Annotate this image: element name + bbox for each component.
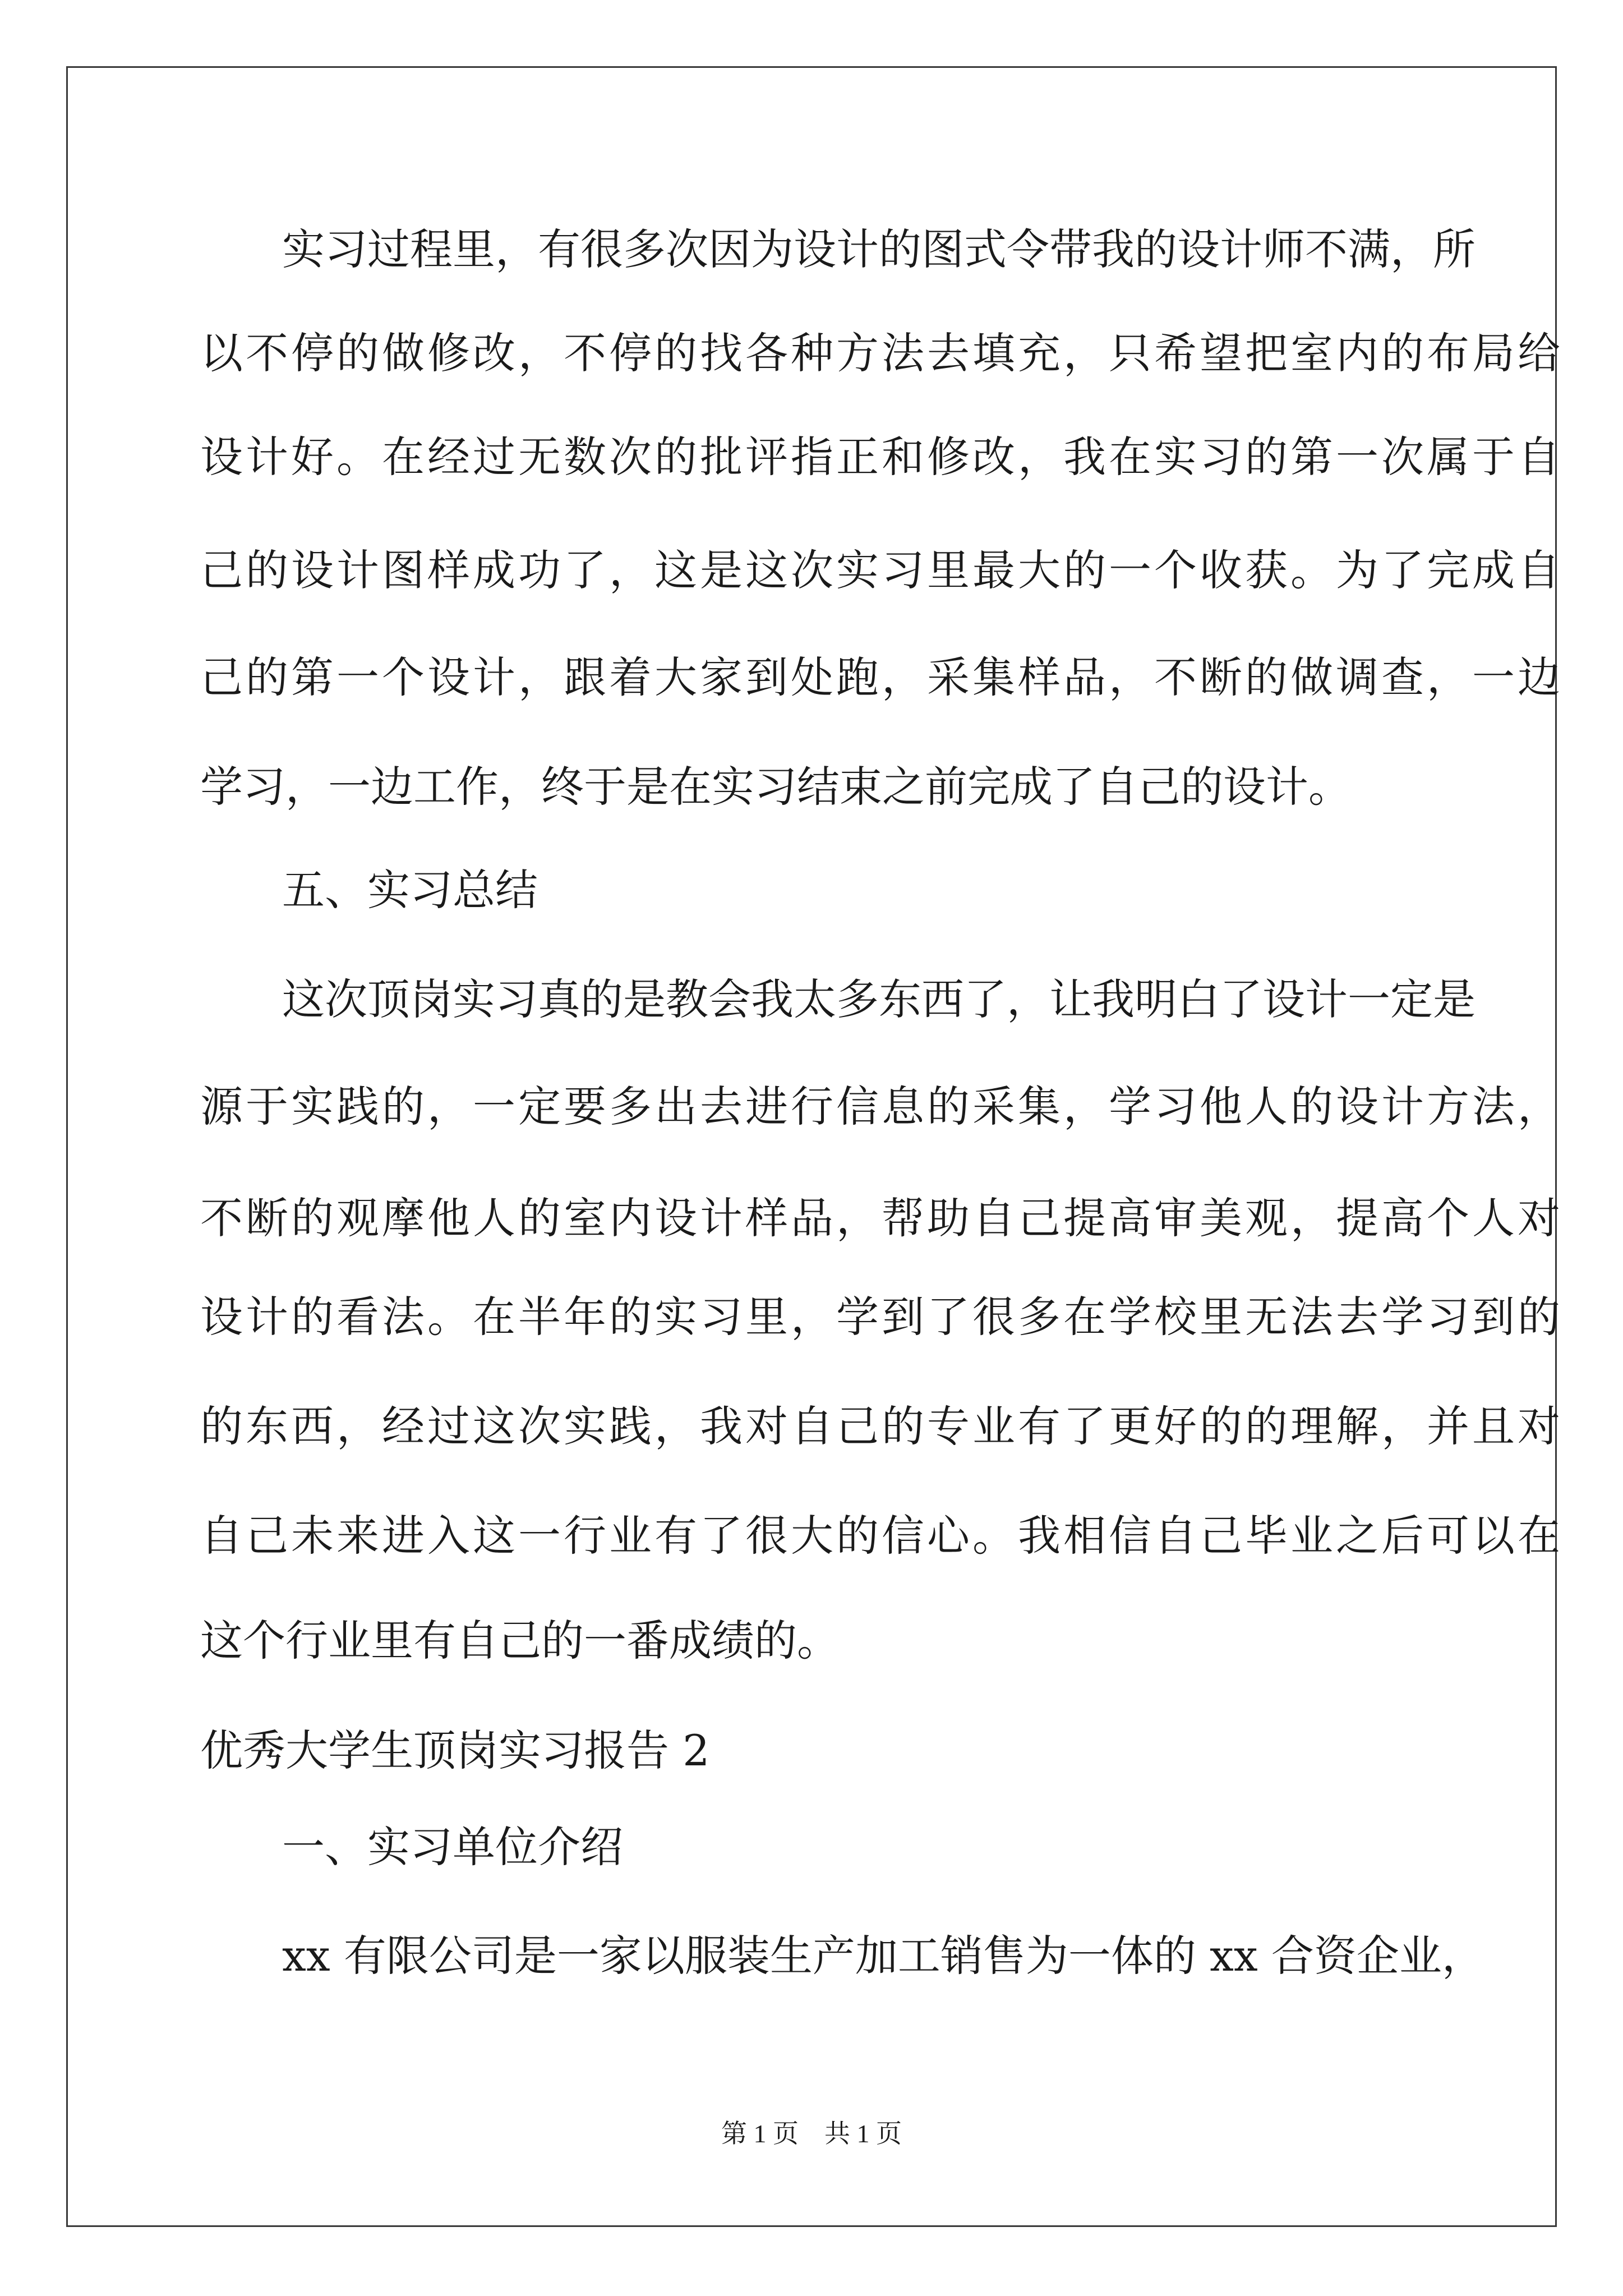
section-heading: 五、实习总结 — [282, 865, 538, 915]
section-heading: 一、实习单位介绍 — [282, 1822, 623, 1872]
page-number-footer: 第 1 页 共 1 页 — [721, 2119, 902, 2148]
paragraph-line: 学习，一边工作，终于是在实习结束之前完成了自己的设计。 — [200, 762, 1351, 812]
paragraph-line: 自己未来进入这一行业有了很大的信心。我相信自己毕业之后可以在 — [200, 1511, 1563, 1561]
paragraph-line: xx 有限公司是一家以服装生产加工销售为一体的 xx 合资企业， — [282, 1931, 1484, 1981]
report-title: 优秀大学生顶岗实习报告 2 — [200, 1726, 710, 1775]
paragraph-line: 源于实践的，一定要多出去进行信息的采集，学习他人的设计方法， — [200, 1082, 1563, 1131]
paragraph-line: 以不停的做修改，不停的找各种方法去填充，只希望把室内的布局给 — [200, 328, 1563, 378]
paragraph-line: 设计的看法。在半年的实习里，学到了很多在学校里无法去学习到的 — [200, 1292, 1563, 1342]
paragraph-line: 不断的观摩他人的室内设计样品，帮助自己提高审美观，提高个人对 — [200, 1193, 1563, 1243]
paragraph-line: 这个行业里有自己的一番成绩的。 — [200, 1616, 840, 1665]
paragraph-line: 实习过程里，有很多次因为设计的图式令带我的设计师不满，所 — [282, 224, 1476, 274]
paragraph-line: 己的第一个设计，跟着大家到处跑，采集样品，不断的做调查，一边 — [200, 652, 1563, 702]
paragraph-line: 的东西，经过这次实践，我对自己的专业有了更好的的理解，并且对 — [200, 1401, 1563, 1451]
page-border — [66, 66, 1557, 2227]
paragraph-line: 设计好。在经过无数次的批评指正和修改，我在实习的第一次属于自 — [200, 432, 1563, 482]
paragraph-line: 己的设计图样成功了，这是这次实习里最大的一个收获。为了完成自 — [200, 545, 1563, 595]
paragraph-line: 这次顶岗实习真的是教会我太多东西了，让我明白了设计一定是 — [282, 974, 1476, 1024]
